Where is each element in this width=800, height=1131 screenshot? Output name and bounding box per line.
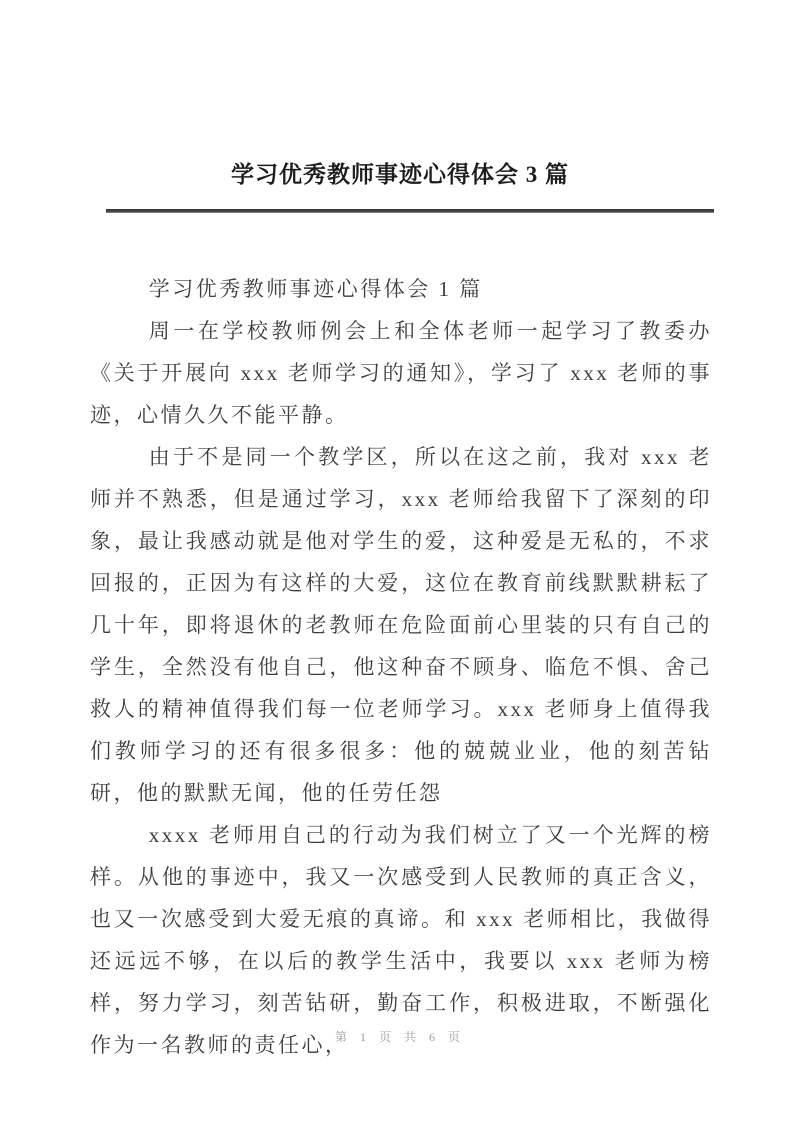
title-divider-rule (106, 209, 714, 213)
paragraph-closing: xxxx 老师用自己的行动为我们树立了又一个光辉的榜样。从他的事迹中，我又一次感受到人民教师的真正含义，也又一次感受到大爱无痕的真谛。和 xxx 老师相比，我做得还远远不够，在以后的教学生活中，我要以 xxx 老师为榜样，努力学习，刻苦钻研，勤奋工作，积极进取，不断强化作为一名教师的责任心， (90, 823, 712, 1057)
document-body (90, 268, 712, 1066)
paragraph-intro: 周一在学校教师例会上和全体老师一起学习了教委办《关于开展向 xxx 老师学习的通知》，学习了 xxx 老师的事迹，心情久久不能平静。 (90, 319, 712, 427)
page-number-footer: 第 1 页 共 6 页 (334, 1030, 465, 1044)
document-title: 学习优秀教师事迹心得体会 3 篇 (231, 162, 569, 187)
paragraph-main: 由于不是同一个教学区，所以在这之前，我对 xxx 老师并不熟悉，但是通过学习，xxx 老师给我留下了深刻的印象，最让我感动就是他对学生的爱，这种爱是无私的，不求回报的，正因为有这样的大爱，这位在教育前线默默耕耘了几十年，即将退休的老教师在危险面前心里装的只有自己的学生，全然没有他自己，他这种奋不顾身、临危不惧、舍己救人的精神值得我们每一位老师学习。xxx 老师身上值得我们教师学习的还有很多很多：他的兢兢业业，他的刻苦钻研，他的默默无闻，他的任劳任怨 (90, 445, 712, 805)
paragraph-subtitle: 学习优秀教师事迹心得体会 1 篇 (148, 277, 483, 301)
